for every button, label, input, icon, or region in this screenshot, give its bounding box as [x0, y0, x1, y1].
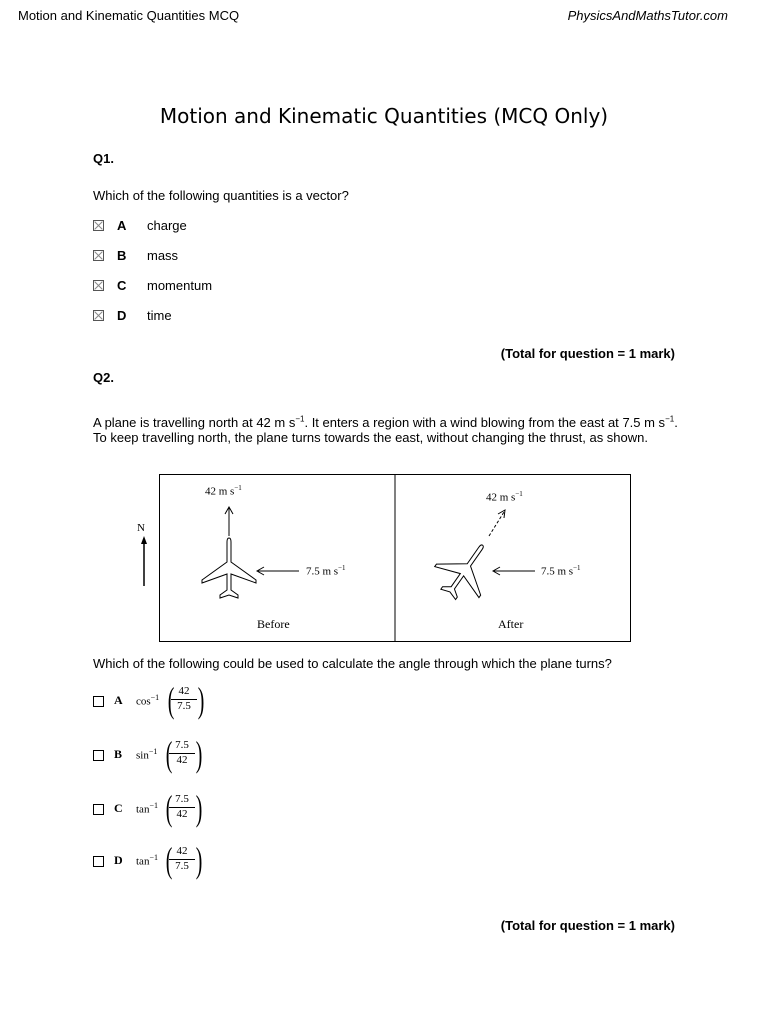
paren-close: ): [195, 734, 203, 774]
option-fraction: $\frac{7.5}{42}$: [169, 793, 195, 822]
option-fraction: $\frac{42}{7.5}$: [169, 845, 195, 874]
checkbox[interactable]: [93, 280, 104, 291]
option-function: $\sin^{-1}$: [136, 747, 158, 762]
q1-total: (Total for question = 1 mark): [500, 346, 675, 361]
option-letter: A: [117, 218, 127, 233]
header-title: Motion and Kinematic Quantities MCQ: [18, 8, 240, 23]
before-speed-label: 42 m $s^{-1}$: [205, 484, 242, 498]
before-wind-arrow: [257, 567, 299, 575]
header-site: PhysicsAndMathsTutor.com: [567, 8, 728, 23]
q2-intro: A plane is travelling north at 42 m $s^{-1}$. It enters a region with a wind blowing from the east at 7.5 m $s^{-1}$. To keep travelling north, the plane turns towards the east, without changing the thrust, as shown.: [93, 414, 678, 445]
q2-number: Q2.: [93, 370, 114, 385]
option-text: charge: [147, 218, 187, 233]
option-letter: C: [117, 278, 127, 293]
option-function: $\cos^{-1}$: [136, 693, 160, 708]
paren-close: ): [195, 788, 203, 828]
after-wind-label: 7.5 m $s^{-1}$: [541, 564, 581, 578]
option-letter: C: [114, 801, 123, 815]
after-plane-icon: [426, 530, 505, 610]
north-arrow: [141, 536, 147, 586]
option-function: $\tan^{-1}$: [136, 853, 158, 868]
checkbox[interactable]: [93, 750, 104, 761]
option-fraction: $\frac{42}{7.5}$: [171, 685, 197, 714]
q1-question: Which of the following quantities is a vector?: [93, 188, 349, 203]
paren-open: (: [165, 788, 173, 828]
north-label: N: [137, 522, 145, 534]
option-letter: D: [117, 308, 127, 323]
paren-open: (: [165, 734, 173, 774]
before-wind-label: 7.5 m $s^{-1}$: [306, 564, 346, 578]
checkbox[interactable]: [93, 250, 104, 261]
paren-close: ): [195, 840, 203, 880]
after-wind-arrow: [493, 567, 535, 575]
checkbox[interactable]: [93, 856, 104, 867]
option-letter: B: [114, 747, 123, 761]
option-text: momentum: [147, 278, 213, 293]
checkbox[interactable]: [93, 310, 104, 321]
before-plane-icon: [202, 538, 256, 598]
plane-diagram: [137, 474, 631, 642]
page-title: Motion and Kinematic Quantities (MCQ Only): [159, 104, 609, 128]
option-fraction: $\frac{7.5}{42}$: [169, 739, 195, 768]
after-speed-label: 42 m $s^{-1}$: [486, 490, 523, 504]
before-speed-arrow: [225, 507, 233, 536]
paren-open: (: [165, 840, 173, 880]
option-text: time: [147, 308, 172, 323]
q1-number: Q1.: [93, 151, 114, 166]
checkbox[interactable]: [93, 696, 104, 707]
checkbox[interactable]: [93, 220, 104, 231]
option-letter: A: [114, 693, 123, 707]
option-text: mass: [147, 248, 179, 263]
before-caption: Before: [257, 617, 290, 631]
paren-open: (: [167, 680, 175, 720]
after-caption: After: [498, 617, 524, 631]
q2-question: Which of the following could be used to calculate the angle through which the plane turns?: [93, 656, 612, 671]
option-function: $\tan^{-1}$: [136, 801, 158, 816]
paren-close: ): [197, 680, 205, 720]
after-speed-arrow: [489, 510, 505, 536]
q2-total: (Total for question = 1 mark): [500, 918, 675, 933]
option-letter: D: [114, 853, 123, 867]
option-letter: B: [117, 248, 127, 263]
checkbox[interactable]: [93, 804, 104, 815]
